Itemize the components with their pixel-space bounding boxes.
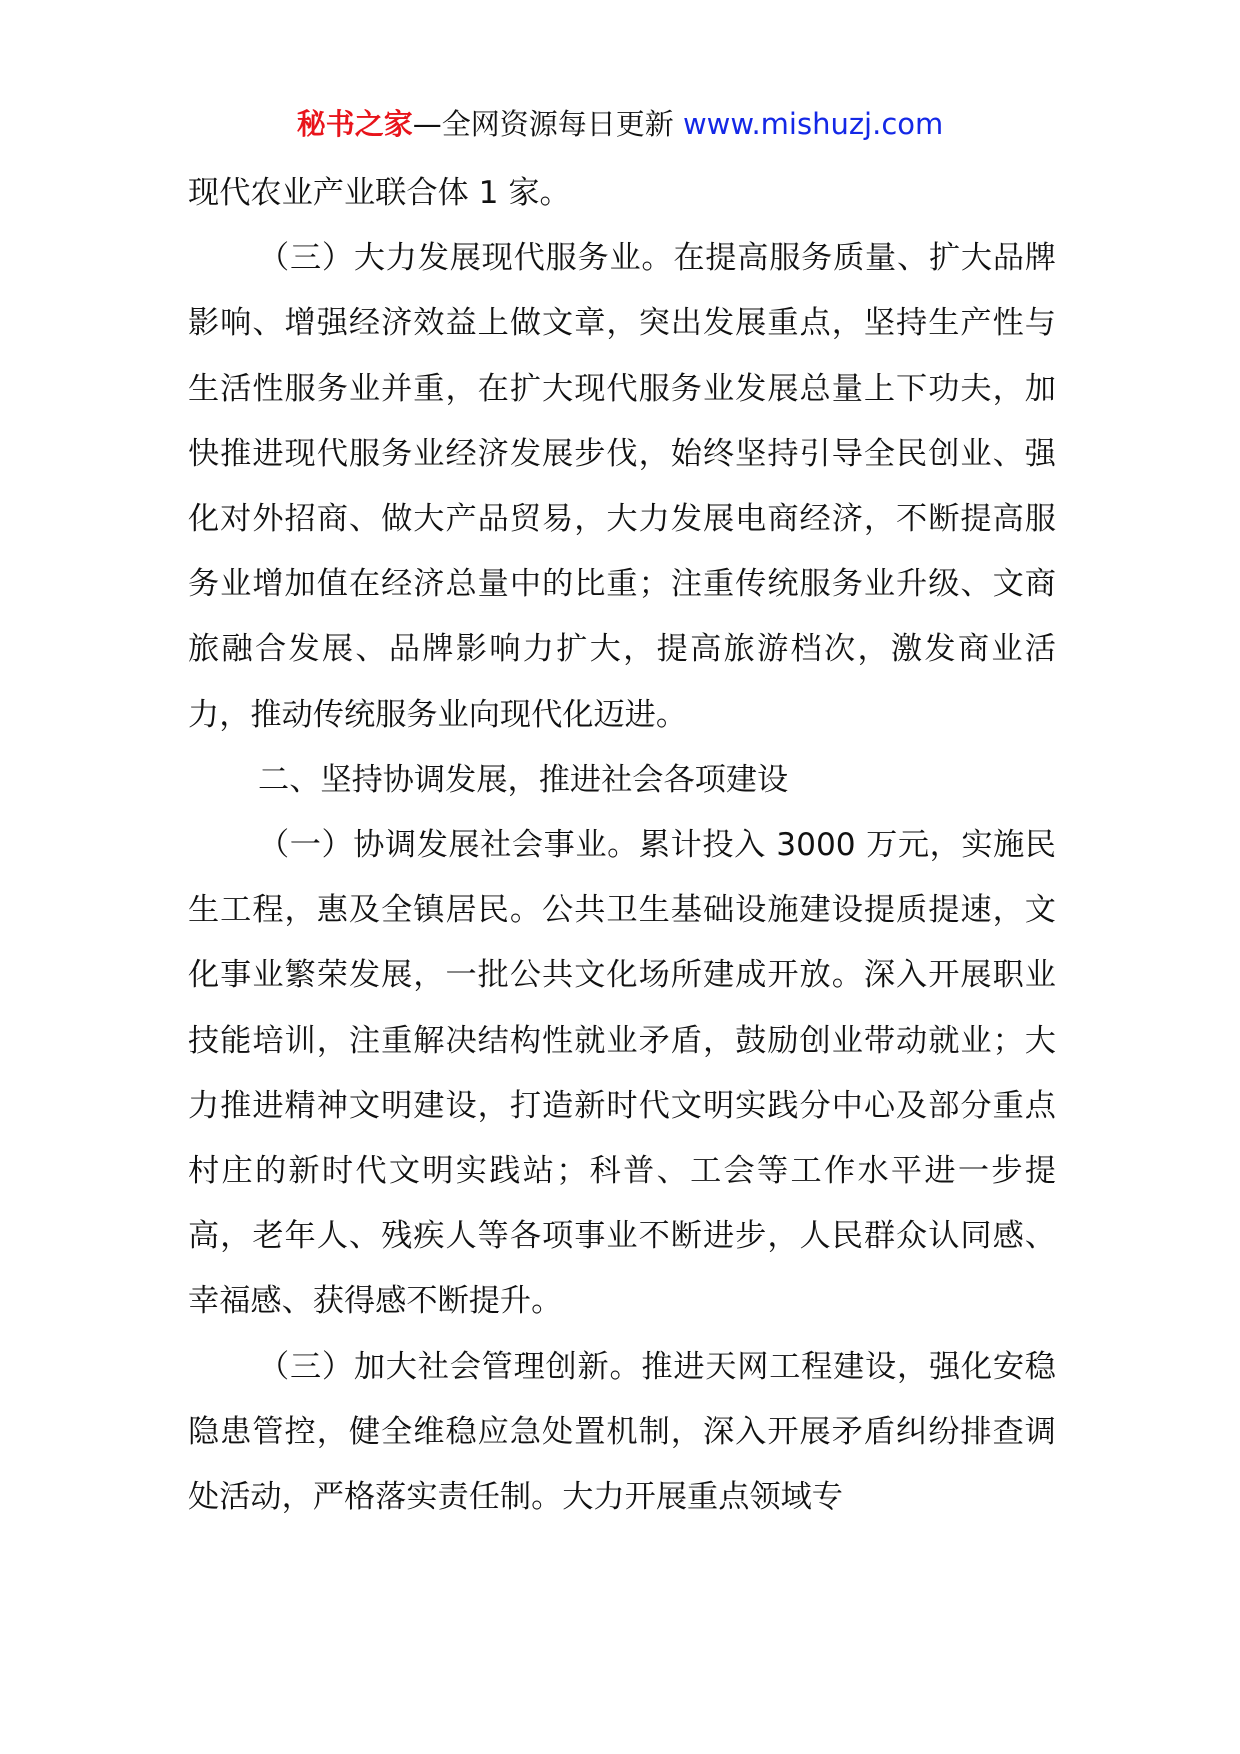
paragraph-modern-services: （三）大力发展现代服务业。在提高服务质量、扩大品牌影响、增强经济效益上做文章，突出发展重点，坚持生产性与生活性服务业并重，在扩大现代服务业发展总量上下功夫，加快推进现代服务业经济发展步伐，始终坚持引导全民创业、强化对外招商、做大产品贸易，大力发展电商经济，不断提高服务业增加值在经济总量中的比重；注重传统服务业升级、文商旅融合发展、品牌影响力扩大，提高旅游档次，激发商业活力，推动传统服务业向现代化迈进。 [188,240,1056,733]
section-heading: 二、坚持协调发展，推进社会各项建设 [258,761,789,798]
brand-name: 秘书之家 [296,107,413,141]
site-url-link[interactable]: www.mishuzj.com [682,107,944,141]
document-body [188,161,1056,1530]
header-tagline: —全网资源每日更新 [412,107,674,141]
paragraph-continuation: 现代农业产业联合体 1 家。 [188,175,571,211]
paragraph-social-management: （三）加大社会管理创新。推进天网工程建设，强化安稳隐患管控，健全维稳应急处置机制，深入开展矛盾纠纷排查调处活动，严格落实责任制。大力开展重点领域专 [188,1348,1056,1516]
page-header [0,102,1240,146]
paragraph-social-affairs: （一）协调发展社会事业。累计投入 3000 万元，实施民生工程，惠及全镇居民。公共卫生基础设施建设提质提速，文化事业繁荣发展，一批公共文化场所建成开放。深入开展职业技能培训，注重解决结构性就业矛盾，鼓励创业带动就业；大力推进精神文明建设，打造新时代文明实践分中心及部分重点村庄的新时代文明实践站；科普、工会等工作水平进一步提高，老年人、残疾人等各项事业不断进步，人民群众认同感、幸福感、获得感不断提升。 [188,827,1056,1320]
